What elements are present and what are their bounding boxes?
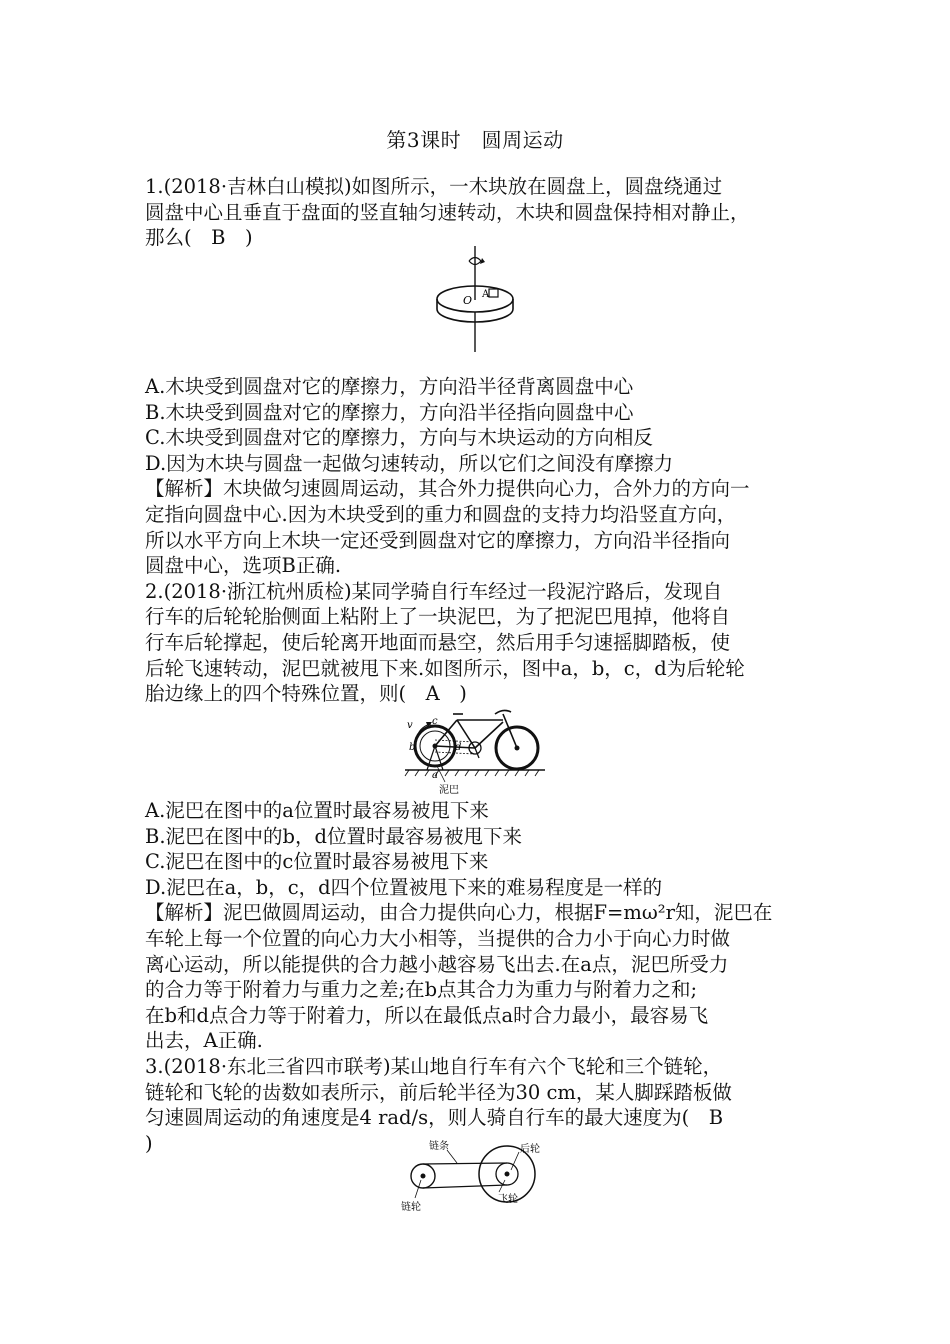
label-mud: 泥巴 bbox=[439, 785, 459, 796]
figure-chain-drive bbox=[395, 1138, 565, 1214]
question-3-stem-line: ) bbox=[145, 1131, 153, 1155]
analysis-line: 圆盘中心，选项B正确. bbox=[145, 554, 342, 578]
page-title: 第3课时 圆周运动 bbox=[386, 128, 564, 152]
label-chainring: 链轮 bbox=[401, 1202, 421, 1213]
label-rear-wheel: 后轮 bbox=[520, 1144, 540, 1155]
label-a: a bbox=[432, 770, 438, 781]
text-line: 那么( B ) bbox=[145, 226, 253, 250]
question-2-stem-line: 行车后轮撑起，使后轮离开地面而悬空，然后用手匀速摇脚踏板，使 bbox=[145, 630, 731, 654]
analysis-line: 出去，A正确. bbox=[145, 1029, 263, 1053]
option-a: A.木块受到圆盘对它的摩擦力，方向沿半径背离圆盘中心 bbox=[145, 375, 634, 398]
analysis-line: 【解析】木块做匀速圆周运动，其合外力提供向心力，合外力的方向一 bbox=[145, 477, 750, 501]
figure-rotating-disk bbox=[425, 244, 525, 356]
label-b: b bbox=[409, 742, 416, 753]
question-3-stem-line: 链轮和飞轮的齿数如表所示，前后轮半径为30 cm，某人脚踩踏板做 bbox=[145, 1080, 732, 1104]
text-line: 圆盘中心且垂直于盘面的竖直轴匀速转动，木块和圆盘保持相对静止， bbox=[145, 200, 750, 224]
analysis-line: 【解析】泥巴做圆周运动，由合力提供向心力，根据F=mω²r知，泥巴在 bbox=[145, 901, 773, 925]
option-b: B.泥巴在图中的b，d位置时最容易被甩下来 bbox=[145, 824, 522, 848]
figure-bicycle bbox=[395, 700, 555, 796]
label-c: c bbox=[432, 716, 438, 727]
question-2-options bbox=[145, 798, 815, 1156]
text-line: 1.(2018·吉林白山模拟)如图所示，一木块放在圆盘上，圆盘绕通过 bbox=[145, 175, 723, 198]
option-d: D.因为木块与圆盘一起做匀速转动，所以它们之间没有摩擦力 bbox=[145, 451, 674, 475]
question-1-options bbox=[145, 374, 815, 707]
option-c: C.泥巴在图中的c位置时最容易被甩下来 bbox=[145, 850, 489, 874]
label-block-a: A bbox=[482, 289, 490, 300]
analysis-line: 的合力等于附着力与重力之差;在b点其合力为重力与附着力之和; bbox=[145, 978, 698, 1002]
analysis-line: 在b和d点合力等于附着力，所以在最低点a时合力最小，最容易飞 bbox=[145, 1003, 709, 1027]
label-v: v bbox=[407, 720, 413, 731]
question-2-stem-line: 行车的后轮轮胎侧面上粘附上了一块泥巴，为了把泥巴甩掉，他将自 bbox=[145, 605, 731, 629]
option-a: A.泥巴在图中的a位置时最容易被甩下来 bbox=[145, 799, 489, 822]
question-2-stem-line: 2.(2018·浙江杭州质检)某同学骑自行车经过一段泥泞路后，发现自 bbox=[145, 579, 723, 603]
analysis-line: 定指向圆盘中心.因为木块受到的重力和圆盘的支持力均沿竖直方向， bbox=[145, 502, 737, 526]
option-b: B.木块受到圆盘对它的摩擦力，方向沿半径指向圆盘中心 bbox=[145, 400, 634, 424]
question-2-stem-line: 胎边缘上的四个特殊位置，则( A ) bbox=[145, 682, 467, 706]
label-flywheel: 飞轮 bbox=[498, 1194, 518, 1205]
analysis-line: 离心运动，所以能提供的合力越小越容易飞出去.在a点，泥巴所受力 bbox=[145, 952, 729, 976]
label-center-o: O bbox=[463, 294, 473, 307]
label-d: d bbox=[455, 742, 462, 753]
question-3-stem-line: 3.(2018·东北三省四市联考)某山地自行车有六个飞轮和三个链轮， bbox=[145, 1054, 723, 1078]
question-3-stem-line: 匀速圆周运动的角速度是4 rad/s，则人骑自行车的最大速度为( B bbox=[145, 1106, 724, 1130]
analysis-line: 车轮上每一个位置的向心力大小相等，当提供的合力小于向心力时做 bbox=[145, 926, 731, 950]
analysis-line: 所以水平方向上木块一定还受到圆盘对它的摩擦力，方向沿半径指向 bbox=[145, 528, 731, 552]
label-chain: 链条 bbox=[429, 1141, 449, 1152]
question-2-stem-line: 后轮飞速转动，泥巴就被甩下来.如图所示，图中a，b，c，d为后轮轮 bbox=[145, 656, 745, 680]
question-1-stem bbox=[145, 174, 815, 251]
option-c: C.木块受到圆盘对它的摩擦力，方向与木块运动的方向相反 bbox=[145, 426, 653, 450]
option-d: D.泥巴在a，b，c，d四个位置被甩下来的难易程度是一样的 bbox=[145, 875, 663, 899]
